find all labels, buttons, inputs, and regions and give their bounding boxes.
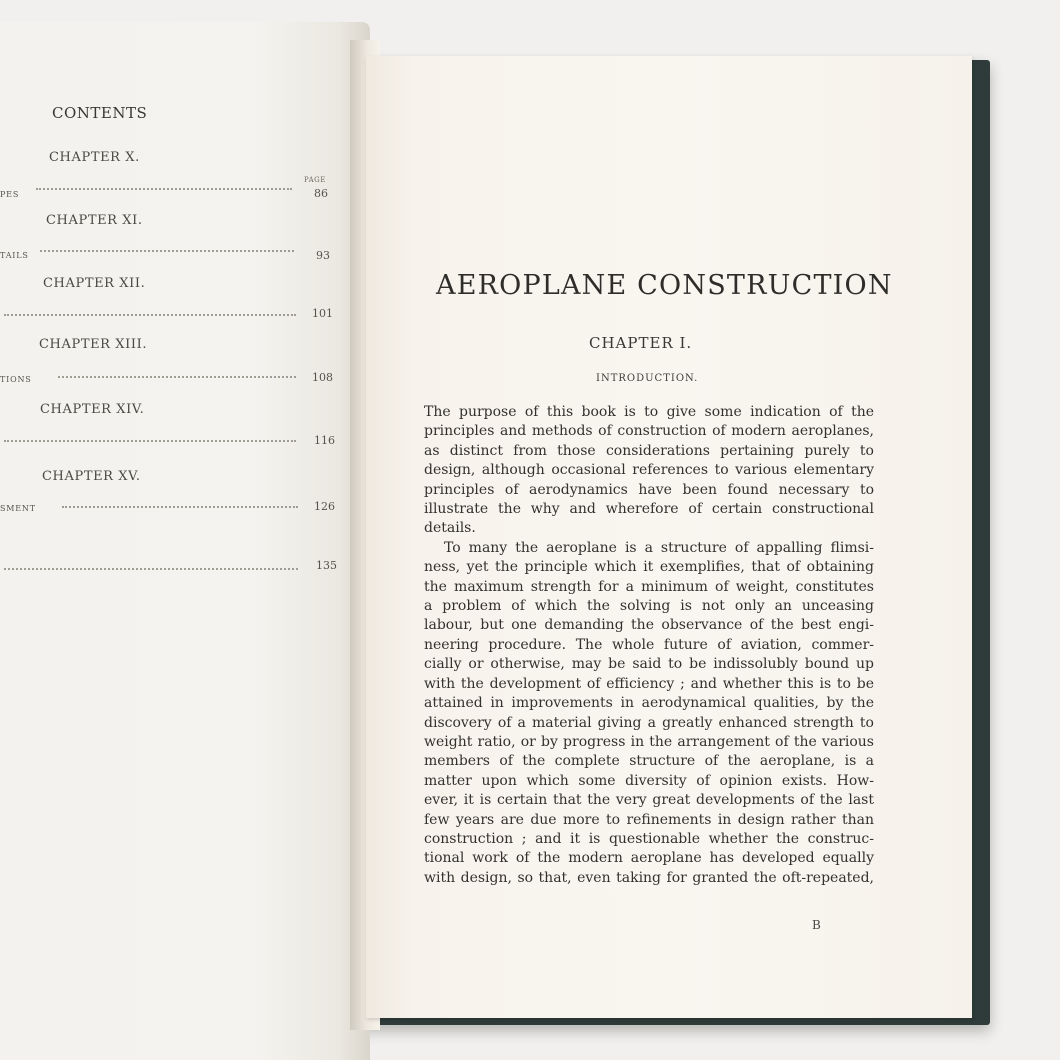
contents-chapter: CHAPTER XI. xyxy=(46,213,143,228)
contents-chapter: CHAPTER XIII. xyxy=(39,337,148,352)
text-line: the maximum strength for a minimum of weight, constitutes xyxy=(424,578,874,595)
text-line: with design, so that, even taking for granted the oft-repeated, xyxy=(424,869,874,886)
contents-page-number: 135 xyxy=(316,559,337,572)
contents-page-number: 86 xyxy=(314,187,328,200)
text-line: members of the complete structure of the aeroplane, is a xyxy=(424,753,874,770)
text-line: with the development of efficiency ; and whether this is to be xyxy=(424,675,874,692)
contents-chapter: CHAPTER XII. xyxy=(43,276,146,291)
leader-dots xyxy=(40,250,294,254)
text-line: The purpose of this book is to give some indication of the xyxy=(424,404,874,420)
section-heading: INTRODUCTION. xyxy=(596,373,699,384)
text-line: tional work of the modern aeroplane has developed equally xyxy=(424,850,874,867)
contents-chapter: CHAPTER XV. xyxy=(42,469,141,484)
text-line: as distinct from those considerations pertaining purely to xyxy=(424,442,874,459)
page-column-label: PAGE xyxy=(304,176,326,184)
contents-page-number: 116 xyxy=(314,434,335,447)
text-line: design, although occasional references to various elementary xyxy=(424,462,874,479)
chapter-heading: CHAPTER I. xyxy=(589,334,693,352)
signature-mark: B xyxy=(812,918,821,932)
text-line: construction ; and it is questionable whether the construc- xyxy=(424,830,874,847)
book-title: AEROPLANE CONSTRUCTION xyxy=(436,270,893,301)
leader-dots xyxy=(4,314,296,318)
text-line: ever, it is certain that the very great developments of the last xyxy=(424,792,874,809)
contents-entry-title: TIONS xyxy=(0,375,32,384)
contents-entry-title: TAILS xyxy=(0,251,29,260)
text-line: labour, but one demanding the observance of the best engi- xyxy=(424,617,874,634)
text-line: To many the aeroplane is a structure of appalling flimsi- xyxy=(444,539,874,556)
text-line: neering procedure. The whole future of aviation, commer- xyxy=(424,636,874,653)
text-line: few years are due more to refinements in design rather than xyxy=(424,811,874,828)
text-line: principles of aerodynamics have been found necessary to xyxy=(424,481,874,498)
contents-entry-title: SMENT xyxy=(0,504,36,513)
text-line: cially or otherwise, may be said to be indissolubly bound up xyxy=(424,656,874,673)
text-line: illustrate the why and wherefore of certain constructional xyxy=(424,501,874,518)
leader-dots xyxy=(4,568,298,572)
contents-entry-title: PES xyxy=(0,190,20,199)
text-line: ness, yet the principle which it exemplifies, that of obtaining xyxy=(424,559,874,576)
text-line: weight ratio, or by progress in the arrangement of the various xyxy=(424,733,874,750)
text-line: discovery of a material giving a greatly enhanced strength to xyxy=(424,714,874,731)
text-line: matter upon which some diversity of opinion exists. How- xyxy=(424,772,874,789)
contents-page-number: 93 xyxy=(316,249,330,262)
text-line: details. xyxy=(424,520,476,537)
contents-page-number: 101 xyxy=(312,307,333,320)
contents-chapter: CHAPTER XIV. xyxy=(40,402,145,417)
contents-page-number: 126 xyxy=(314,500,335,513)
text-line: principles and methods of construction of modern aeroplanes, xyxy=(424,423,874,440)
leader-dots xyxy=(36,188,292,192)
contents-heading: CONTENTS xyxy=(52,104,148,122)
leader-dots xyxy=(4,440,296,444)
contents-chapter: CHAPTER X. xyxy=(49,150,140,165)
chapter-body-text xyxy=(424,403,874,888)
text-line: a problem of which the solving is not only an unceasing xyxy=(424,598,874,615)
leader-dots xyxy=(62,506,298,510)
leader-dots xyxy=(58,376,296,380)
text-line: attained in improvements in aerodynamical qualities, by the xyxy=(424,695,874,712)
contents-page-number: 108 xyxy=(312,371,333,384)
